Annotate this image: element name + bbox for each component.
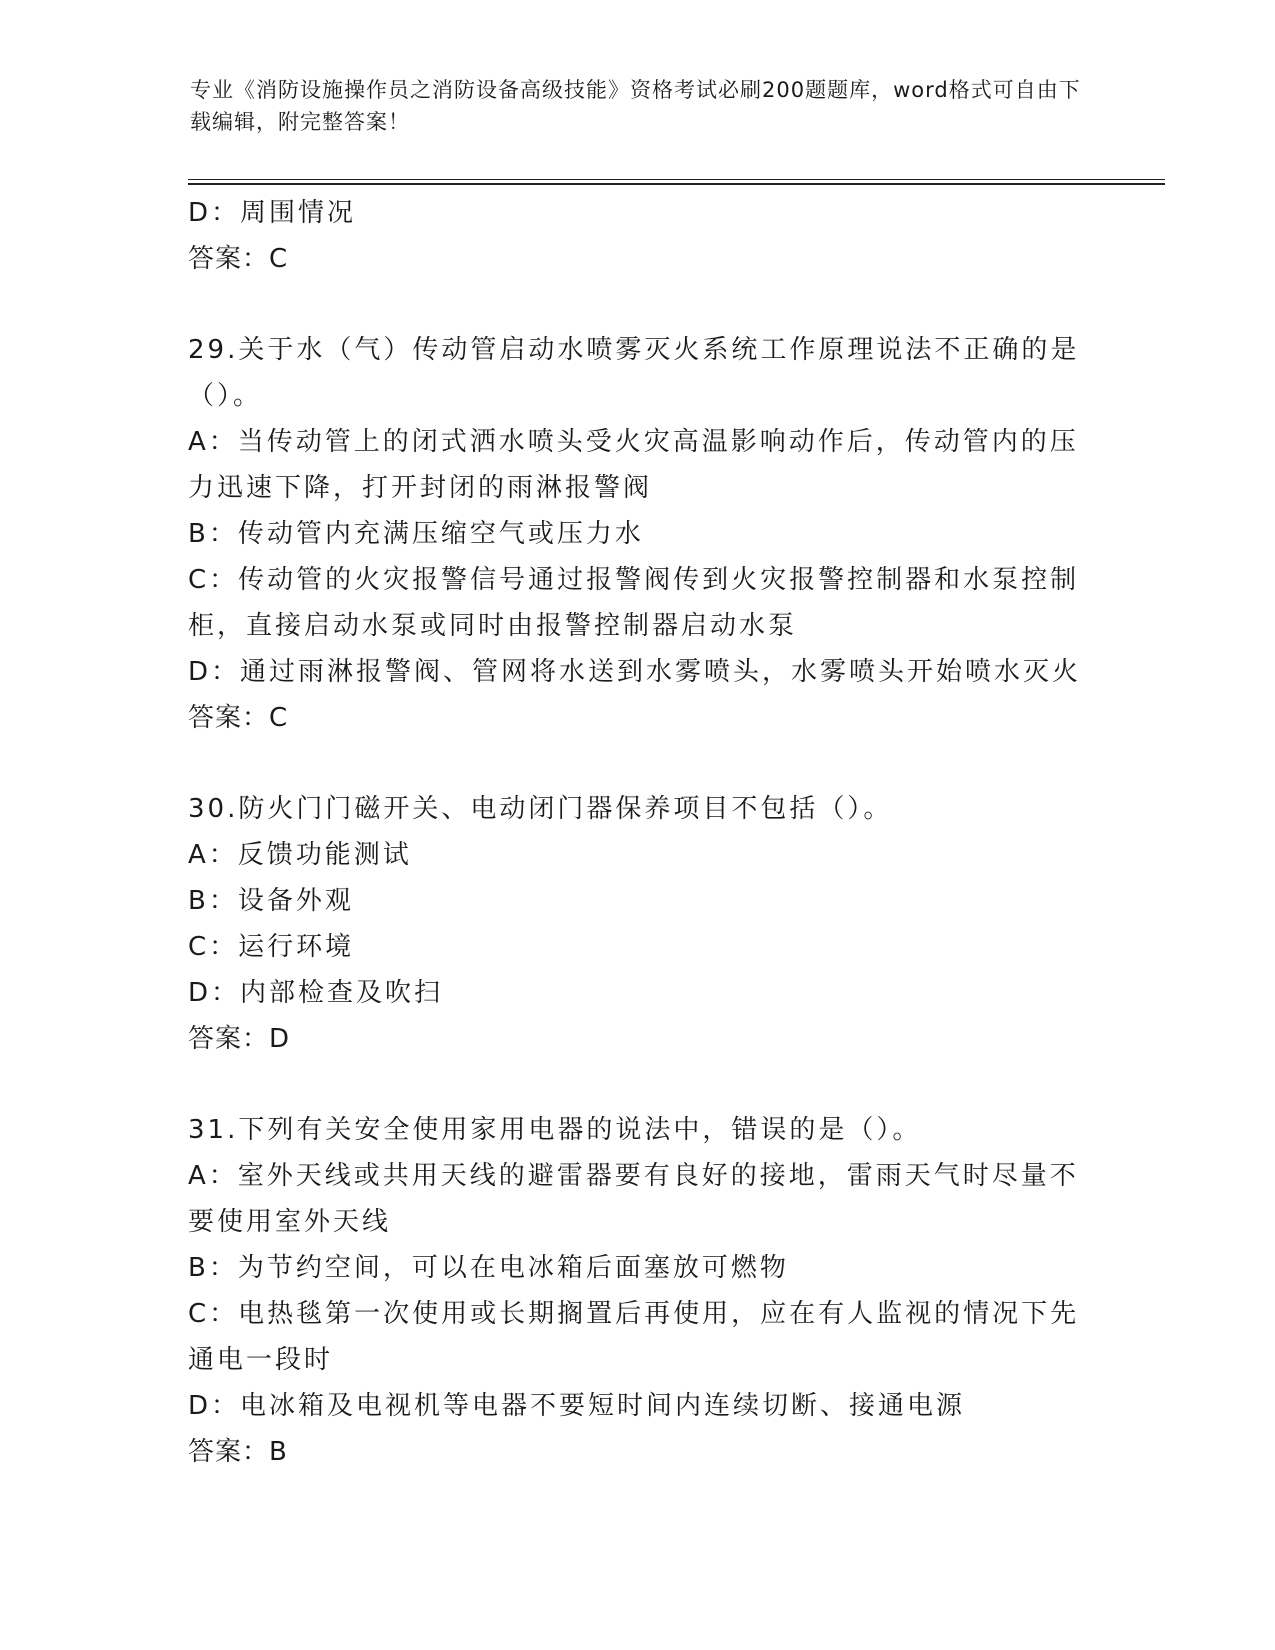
- option-a: A：反馈功能测试: [188, 840, 412, 870]
- answer-line: 答案：C: [188, 703, 289, 733]
- question-29: [188, 327, 1088, 741]
- question-31: [188, 1107, 1088, 1475]
- header-divider-thin: [188, 179, 1165, 180]
- option-a: A：室外天线或共用天线的避雷器要有良好的接地，雷雨天气时尽量不要使用室外天线: [188, 1161, 1079, 1237]
- answer-line: 答案：C: [188, 244, 289, 274]
- option-c: C：运行环境: [188, 932, 355, 962]
- option-a: A：当传动管上的闭式洒水喷头受火灾高温影响动作后，传动管内的压力迅速下降，打开封闭的雨淋报警阀: [188, 427, 1079, 503]
- header-divider-thick: [188, 183, 1165, 185]
- answer-line: 答案：D: [188, 1024, 291, 1054]
- option-d: D：内部检查及吹扫: [188, 978, 444, 1008]
- option-d: D：通过雨淋报警阀、管网将水送到水雾喷头，水雾喷头开始喷水灭火: [188, 657, 1082, 687]
- option-b: B：传动管内充满压缩空气或压力水: [188, 519, 644, 549]
- document-header: 专业《消防设施操作员之消防设备高级技能》资格考试必刷200题题库，word格式可自由下载编辑，附完整答案！: [190, 78, 1081, 134]
- question-stem: 29.关于水（气）传动管启动水喷雾灭火系统工作原理说法不正确的是（）。: [188, 335, 1080, 411]
- option-d: D：电冰箱及电视机等电器不要短时间内连续切断、接通电源: [188, 1391, 966, 1421]
- question-list: [188, 190, 1088, 1475]
- option-d: D：周围情况: [188, 198, 357, 228]
- option-b: B：为节约空间，可以在电冰箱后面塞放可燃物: [188, 1253, 789, 1283]
- question-stem: 31.下列有关安全使用家用电器的说法中，错误的是（）。: [188, 1115, 922, 1145]
- question-stem: 30.防火门门磁开关、电动闭门器保养项目不包括（）。: [188, 794, 893, 824]
- question-30: [188, 786, 1088, 1062]
- answer-line: 答案：B: [188, 1437, 288, 1467]
- option-c: C：传动管的火灾报警信号通过报警阀传到火灾报警控制器和水泵控制柜，直接启动水泵或同时由报警控制器启动水泵: [188, 565, 1080, 641]
- option-c: C：电热毯第一次使用或长期搁置后再使用，应在有人监视的情况下先通电一段时: [188, 1299, 1080, 1375]
- option-b: B：设备外观: [188, 886, 354, 916]
